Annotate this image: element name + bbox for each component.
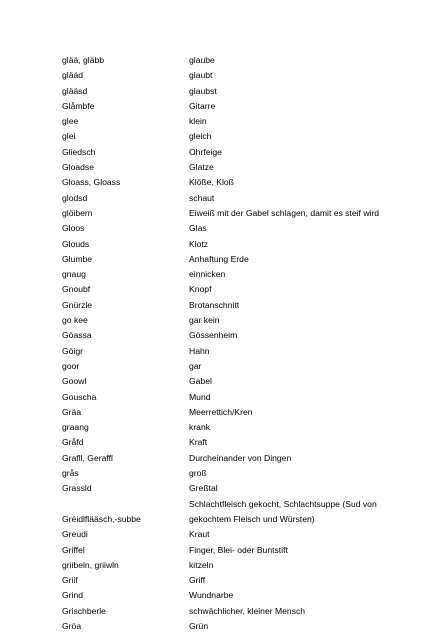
standard-german-definition: Klotz bbox=[189, 238, 209, 249]
dialect-term: Goowl bbox=[62, 376, 87, 387]
dialect-term: Griif bbox=[62, 575, 78, 586]
dialect-term: glääsd bbox=[62, 85, 88, 96]
glossary-row bbox=[62, 114, 402, 129]
dialect-term: Grassld bbox=[62, 483, 92, 494]
glossary-row bbox=[62, 359, 402, 374]
standard-german-definition: groß bbox=[189, 468, 207, 479]
glossary-row bbox=[62, 405, 402, 420]
dialect-term: Greudi bbox=[62, 529, 88, 540]
standard-german-definition: Gössenheim bbox=[189, 330, 238, 341]
dialect-term: glodsd bbox=[62, 192, 88, 203]
standard-german-definition: Durcheinander von Dingen bbox=[189, 452, 292, 463]
glossary-row bbox=[62, 129, 402, 144]
standard-german-definition: Wundnarbe bbox=[189, 590, 234, 601]
glossary-row bbox=[62, 435, 402, 450]
dialect-term: Grafll, Geraffl bbox=[62, 452, 113, 463]
dialect-term: gläád bbox=[62, 70, 84, 81]
dialect-term: Gnoubf bbox=[62, 284, 91, 295]
dialect-term: Gouscha bbox=[62, 391, 97, 402]
glossary-row bbox=[62, 328, 402, 343]
glossary-row bbox=[62, 221, 402, 236]
glossary-row bbox=[62, 497, 402, 528]
standard-german-definition: gar kein bbox=[189, 315, 220, 326]
dialect-term: gnaug bbox=[62, 269, 86, 280]
dialect-term: Grind bbox=[62, 590, 84, 601]
glossary-row bbox=[62, 344, 402, 359]
dialect-term: Grischberle bbox=[62, 605, 106, 616]
glossary-row bbox=[62, 160, 402, 175]
dialect-term: Griffel bbox=[62, 544, 85, 555]
standard-german-definition: Brotanschnitt bbox=[189, 299, 240, 310]
glossary-row bbox=[62, 53, 402, 68]
dialect-term: Göigr bbox=[62, 345, 84, 356]
standard-german-definition: Glas bbox=[189, 223, 207, 234]
standard-german-definition: Finger, Blei- oder Buntstift bbox=[189, 544, 288, 555]
standard-german-definition: Mund bbox=[189, 391, 211, 402]
glossary-row bbox=[62, 527, 402, 542]
standard-german-definition: Kraft bbox=[189, 437, 208, 448]
dialect-term: Göassa bbox=[62, 330, 92, 341]
standard-german-definition: Gabel bbox=[189, 376, 212, 387]
dialect-term: Gräa bbox=[62, 406, 82, 417]
dialect-term: Gréidlflääsch,-subbe bbox=[62, 513, 141, 524]
dialect-term: Gnürzle bbox=[62, 299, 93, 310]
glossary-table bbox=[62, 53, 402, 634]
standard-german-definition: glaubst bbox=[189, 85, 217, 96]
dialect-term: glei bbox=[62, 131, 76, 142]
standard-german-definition: Eiweiß mit der Gabel schlagen, damit es steif wird bbox=[189, 207, 380, 218]
glossary-row bbox=[62, 206, 402, 221]
standard-german-definition: Ohrfeige bbox=[189, 146, 222, 157]
standard-german-definition: kitzeln bbox=[189, 559, 214, 570]
dialect-term: goor bbox=[62, 360, 80, 371]
standard-german-definition: einnicken bbox=[189, 269, 226, 280]
dialect-term: go kee bbox=[62, 315, 88, 326]
standard-german-definition: Gitarre bbox=[189, 100, 216, 111]
standard-german-definition: gar bbox=[189, 360, 202, 371]
standard-german-definition: glaube bbox=[189, 55, 215, 65]
glossary-row bbox=[62, 588, 402, 603]
standard-german-definition: Griff bbox=[189, 575, 206, 586]
standard-german-definition: schwächlicher, kleiner Mensch bbox=[189, 605, 306, 616]
glossary-row bbox=[62, 175, 402, 190]
glossary-row bbox=[62, 481, 402, 496]
glossary-row bbox=[62, 558, 402, 573]
dialect-term: Glouds bbox=[62, 238, 90, 249]
dialect-term: Gloos bbox=[62, 223, 85, 234]
glossary-row bbox=[62, 191, 402, 206]
standard-german-definition: Schlachtfleisch gekocht, Schlachtsuppe (Sud von gekochtem Fleisch und Würsten) bbox=[189, 498, 377, 524]
standard-german-definition: Grün bbox=[189, 620, 209, 631]
glossary-row bbox=[62, 466, 402, 481]
glossary-row bbox=[62, 390, 402, 405]
glossary-row bbox=[62, 99, 402, 114]
glossary-row bbox=[62, 282, 402, 297]
glossary-row bbox=[62, 604, 402, 619]
glossary-row bbox=[62, 374, 402, 389]
dialect-term: glää, gläbb bbox=[62, 55, 105, 65]
dialect-term: Glåmbfe bbox=[62, 100, 95, 111]
dialect-term: Gloass, Gloass bbox=[62, 177, 121, 188]
standard-german-definition: Glatze bbox=[189, 162, 214, 173]
dialect-term: Glumbe bbox=[62, 253, 93, 264]
glossary-row bbox=[62, 68, 402, 83]
standard-german-definition: Kraut bbox=[189, 529, 210, 540]
glossary-row bbox=[62, 573, 402, 588]
glossary-row bbox=[62, 420, 402, 435]
standard-german-definition: Klöße, Kloß bbox=[189, 177, 234, 188]
glossary-row bbox=[62, 298, 402, 313]
standard-german-definition: Hahn bbox=[189, 345, 210, 356]
dialect-term: graang bbox=[62, 422, 89, 433]
dialect-term: Gråfd bbox=[62, 437, 84, 448]
standard-german-definition: Meerrettich/Kren bbox=[189, 406, 253, 417]
dialect-term: Gloadse bbox=[62, 162, 95, 173]
dialect-term: Gliedsch bbox=[62, 146, 96, 157]
dialect-term: Gröa bbox=[62, 620, 82, 631]
glossary-row bbox=[62, 145, 402, 160]
dialect-term: griibeln, griiwln bbox=[62, 559, 119, 570]
dialect-term: glee bbox=[62, 116, 79, 127]
glossary-row bbox=[62, 619, 402, 634]
standard-german-definition: krank bbox=[189, 422, 211, 433]
standard-german-definition: Greßtal bbox=[189, 483, 218, 494]
standard-german-definition: schaut bbox=[189, 192, 215, 203]
dialect-term: grås bbox=[62, 468, 79, 479]
glossary-row bbox=[62, 267, 402, 282]
glossary-row bbox=[62, 252, 402, 267]
glossary-row bbox=[62, 451, 402, 466]
standard-german-definition: gleich bbox=[189, 131, 212, 142]
standard-german-definition: Knopf bbox=[189, 284, 212, 295]
glossary-row bbox=[62, 313, 402, 328]
standard-german-definition: klein bbox=[189, 116, 207, 127]
glossary-row bbox=[62, 84, 402, 99]
glossary-row bbox=[62, 237, 402, 252]
dialect-term: glöibern bbox=[62, 207, 93, 218]
glossary-row bbox=[62, 543, 402, 558]
standard-german-definition: glaubt bbox=[189, 70, 213, 81]
standard-german-definition: Anhaftung Erde bbox=[189, 253, 249, 264]
